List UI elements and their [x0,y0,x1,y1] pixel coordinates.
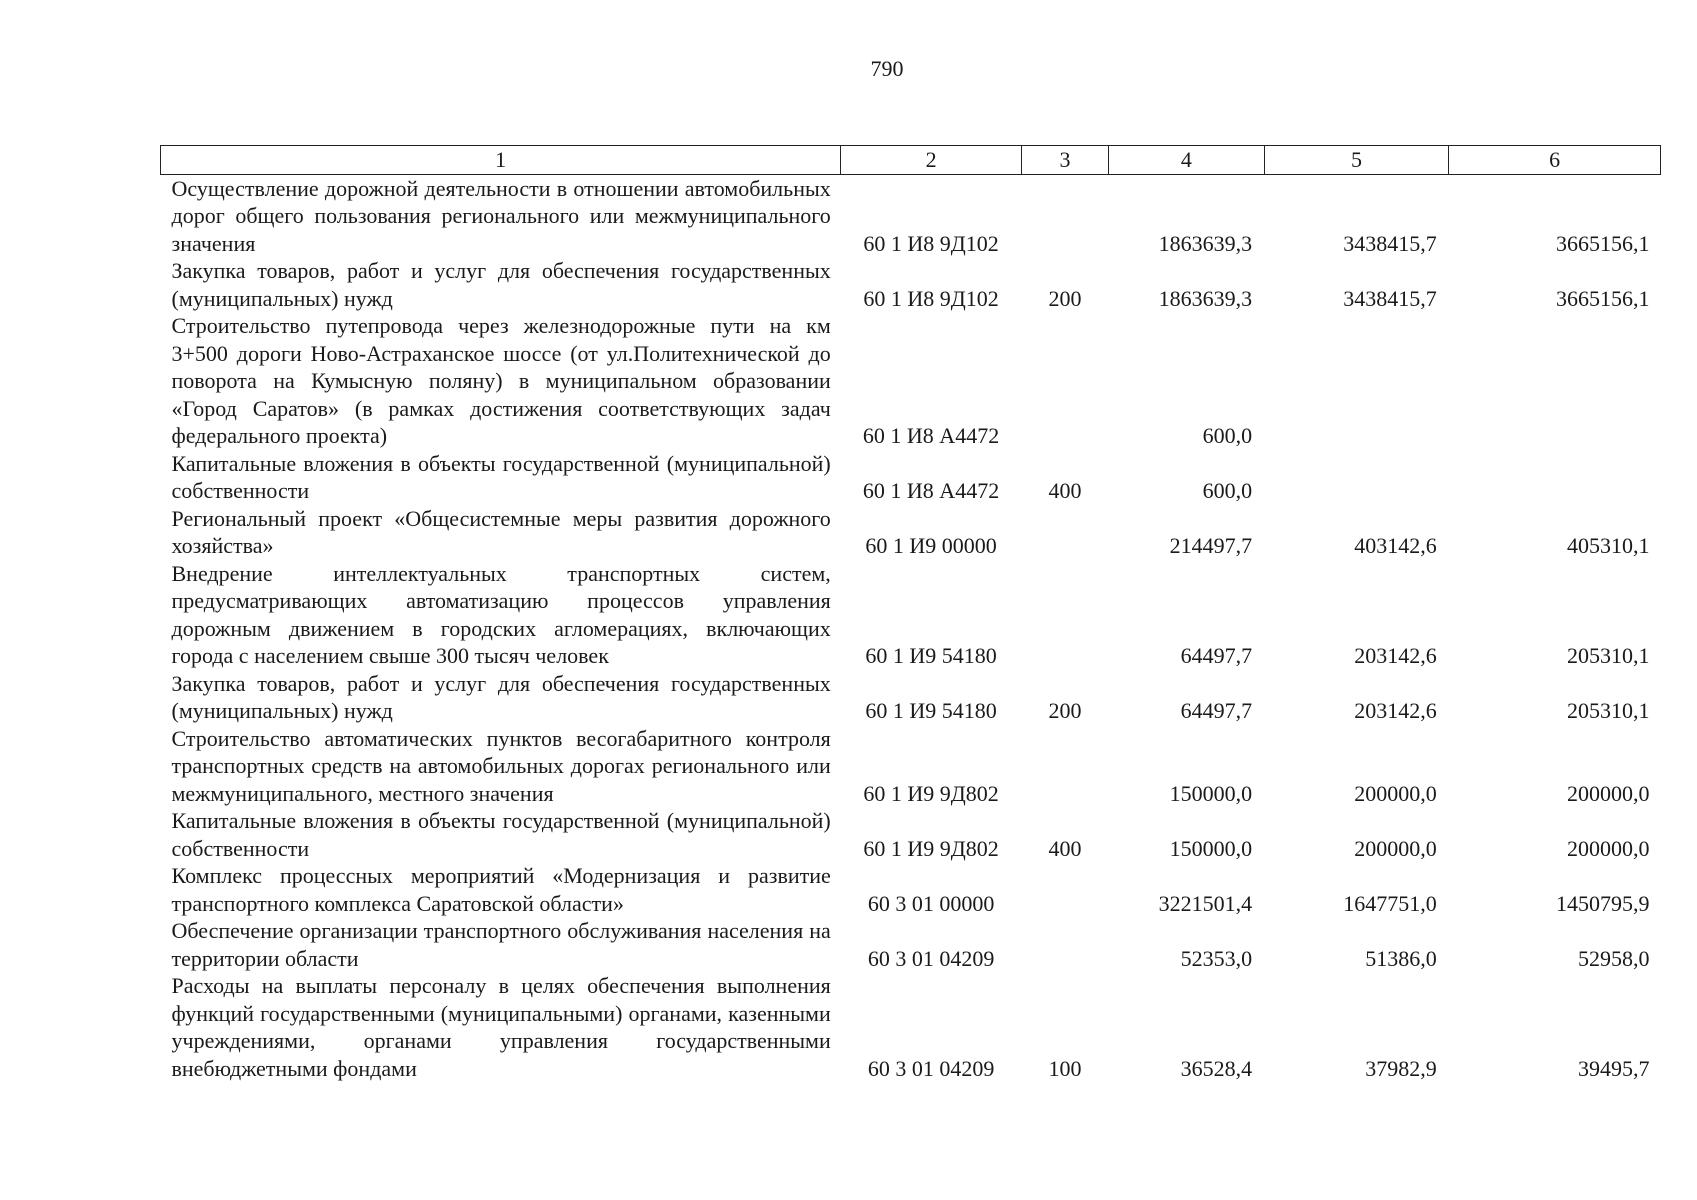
column-header-3: 3 [1021,146,1108,175]
row-target-code: 60 1 И9 00000 [865,533,997,558]
table-row [161,312,1661,450]
row-expense-type [1021,862,1108,917]
row-target-code: 60 1 И8 9Д102 [863,230,999,256]
table-row [161,174,1661,257]
row-amount-col6: 205310,1 [1567,643,1650,668]
row-description: Комплекс процессных мероприятий «Модернизация и развитие транспортного комплекса Саратовской области» [171,863,831,916]
table-row [161,917,1661,972]
table-row [161,670,1661,725]
column-header-5: 5 [1264,146,1449,175]
row-target-code: 60 3 01 04209 [867,945,995,971]
header-row [161,146,1661,175]
row-amount-col5: 403142,6 [1354,533,1437,558]
row-amount-col6: 3665156,1 [1556,230,1650,256]
row-amount-col4: 64497,7 [1180,698,1253,723]
row-amount-col6: 405310,1 [1567,533,1650,558]
row-target-code: 60 1 И9 54180 [865,643,997,668]
page-number: 790 [870,56,904,81]
row-amount-col6: 1450795,9 [1556,890,1650,916]
row-description: Региональный проект «Общесистемные меры развития дорожного хозяйства» [171,505,831,558]
row-expense-type: 200 [1048,285,1082,311]
row-expense-type: 100 [1048,1055,1082,1081]
row-amount-col4: 64497,7 [1180,643,1253,668]
row-expense-type [1021,560,1108,670]
row-amount-col4: 150000,0 [1169,780,1253,806]
row-description: Внедрение интеллектуальных транспортных систем, предусматривающих автоматизацию процессов управления дорожным движением в городских агломерациях, включающих города с населением свыше 300 тысяч человек [171,560,831,668]
row-amount-col6 [1449,312,1661,450]
row-amount-col6: 205310,1 [1567,698,1650,723]
row-amount-col5 [1264,450,1449,505]
row-amount-col6: 200000,0 [1567,780,1650,806]
row-target-code: 60 1 И8 А4472 [862,423,1000,448]
row-expense-type: 400 [1048,835,1082,861]
row-amount-col5: 203142,6 [1354,643,1437,668]
row-description: Расходы на выплаты персоналу в целях обеспечения выполнения функций государственными (муниципальными) органами, казенными учреждениями, органами управления государственными внебюджетными фондами [171,973,831,1081]
column-header-6: 6 [1449,146,1661,175]
row-expense-type: 400 [1048,478,1082,503]
row-amount-col4: 214497,7 [1169,533,1253,558]
row-amount-col4: 1863639,3 [1158,285,1253,311]
row-expense-type [1021,505,1108,560]
row-description: Капитальные вложения в объекты государственной (муниципальной) собственности [171,808,831,861]
row-description: Обеспечение организации транспортного обслуживания населения на территории области [171,918,831,971]
row-amount-col6: 52958,0 [1578,945,1650,971]
row-amount-col6: 3665156,1 [1556,285,1650,311]
row-description: Капитальные вложения в объекты государственной (муниципальной) собственности [171,450,831,503]
column-header-1: 1 [161,146,841,175]
table-row [161,505,1661,560]
row-expense-type [1021,312,1108,450]
row-target-code: 60 1 И8 9Д102 [863,285,999,311]
row-description: Строительство автоматических пунктов весогабаритного контроля транспортных средств на автомобильных дорогах регионального или межмуниципального, местного значения [171,725,831,806]
table-row [161,560,1661,670]
row-amount-col5: 1647751,0 [1343,890,1437,916]
table-row [161,972,1661,1082]
table-row [161,257,1661,312]
table-row [161,862,1661,917]
row-target-code: 60 1 И8 А4472 [862,478,1000,503]
row-expense-type: 200 [1048,698,1082,723]
row-amount-col4: 3221501,4 [1158,890,1253,916]
row-amount-col5: 203142,6 [1354,698,1437,723]
row-target-code: 60 3 01 04209 [867,1055,995,1081]
budget-table [160,145,1661,1082]
row-target-code: 60 3 01 00000 [867,890,995,916]
row-description: Закупка товаров, работ и услуг для обеспечения государственных (муниципальных) нужд [171,258,831,311]
row-target-code: 60 1 И9 54180 [865,698,997,723]
row-description: Закупка товаров, работ и услуг для обеспечения государственных (муниципальных) нужд [171,670,831,723]
row-expense-type [1021,725,1108,808]
row-amount-col5 [1264,312,1449,450]
table-row [161,725,1661,808]
row-description: Осуществление дорожной деятельности в отношении автомобильных дорог общего пользования регионального или межмуниципального значения [171,175,831,256]
column-header-4: 4 [1109,146,1265,175]
row-amount-col5: 3438415,7 [1343,285,1437,311]
row-amount-col5: 200000,0 [1354,780,1437,806]
row-amount-col6 [1449,450,1661,505]
row-amount-col4: 600,0 [1202,478,1253,503]
row-target-code: 60 1 И9 9Д802 [863,835,999,861]
row-amount-col6: 200000,0 [1567,835,1650,861]
row-amount-col4: 150000,0 [1169,835,1253,861]
row-amount-col5: 3438415,7 [1343,230,1437,256]
row-amount-col5: 200000,0 [1354,835,1437,861]
row-amount-col5: 37982,9 [1365,1055,1437,1081]
row-amount-col5: 51386,0 [1365,945,1437,971]
table-row [161,807,1661,862]
row-amount-col4: 36528,4 [1180,1055,1253,1081]
column-header-2: 2 [841,146,1022,175]
row-amount-col6: 39495,7 [1578,1055,1650,1081]
row-amount-col4: 52353,0 [1180,945,1253,971]
row-description: Строительство путепровода через железнодорожные пути на км 3+500 дороги Ново-Астраханское шоссе (от ул.Политехнической до поворота на Кумысную поляну) в муниципальном образовании «Город Саратов» (в рамках достижения соответствующих задач федерального проекта) [171,313,831,448]
row-expense-type [1021,917,1108,972]
row-expense-type [1021,174,1108,257]
table-row [161,450,1661,505]
row-amount-col4: 1863639,3 [1158,230,1253,256]
row-target-code: 60 1 И9 9Д802 [863,780,999,806]
row-amount-col4: 600,0 [1202,423,1253,448]
